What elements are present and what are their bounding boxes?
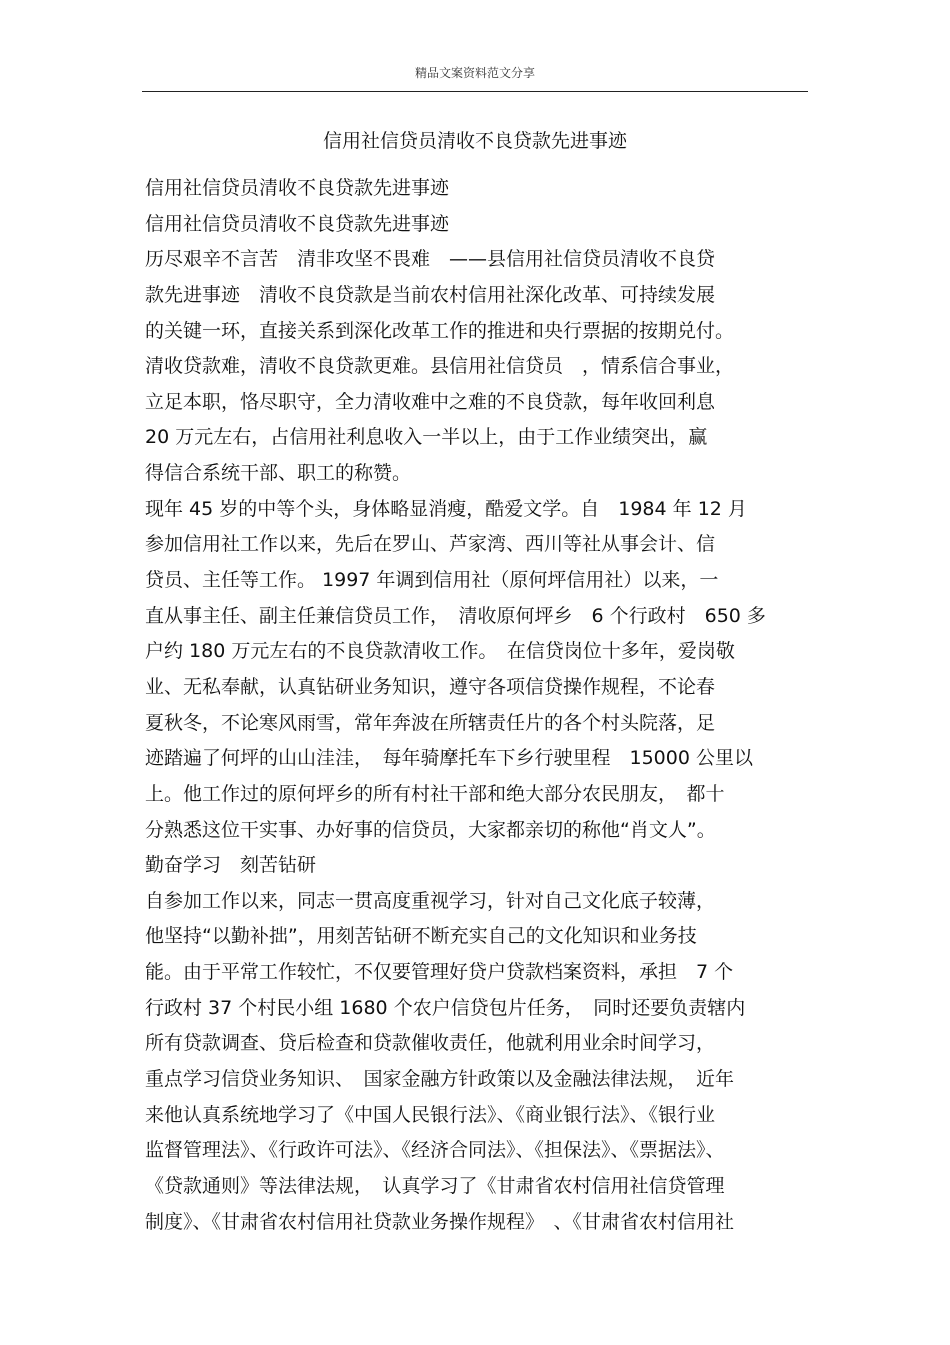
text-line: 来他认真系统地学习了《中国人民银行法》、《商业银行法》、《银行业 bbox=[145, 1103, 716, 1126]
text-line: 他坚持“以勤补拙”，用刻苦钻研不断充实自己的文化知识和业务技 bbox=[145, 925, 697, 948]
text-line: 信用社信贷员清收不良贷款先进事迹 bbox=[145, 177, 450, 199]
text-line: 信用社信贷员清收不良贷款先进事迹 bbox=[145, 212, 450, 235]
text-line: 现年 45 岁的中等个头，身体略显消瘦，酷爱文学。自 1984 年 12 月 bbox=[145, 497, 747, 520]
text-line: 得信合系统干部、职工的称赞。 bbox=[145, 462, 412, 485]
text-line: 20 万元左右，占信用社利息收入一半以上，由于工作业绩突出，赢 bbox=[145, 426, 708, 449]
text-line: 清收贷款难，清收不良贷款更难。县信用社信贷员 ，情系信合事业， bbox=[145, 355, 735, 378]
section-heading: 勤奋学习 刻苦钻研 bbox=[145, 854, 317, 877]
text-line: 户约 180 万元左右的不良贷款清收工作。 在信贷岗位十多年，爱岗敬 bbox=[145, 640, 735, 663]
text-line: 能。由于平常工作较忙，不仅要管理好贷户贷款档案资料，承担 7 个 bbox=[145, 961, 734, 984]
text-line: 业、无私奉献，认真钻研业务知识，遵守各项信贷操作规程，不论春 bbox=[145, 675, 716, 698]
text-line: 的关键一环，直接关系到深化改革工作的推进和央行票据的按期兑付。 bbox=[145, 319, 735, 342]
text-line: 制度》、《甘肃省农村信用社贷款业务操作规程》 、《甘肃省农村信用社 bbox=[145, 1210, 735, 1233]
document-title: 信用社信贷员清收不良贷款先进事迹 bbox=[322, 130, 627, 152]
text-line: 分熟悉这位干实事、办好事的信贷员，大家都亲切的称他“肖文人”。 bbox=[145, 818, 716, 841]
text-line: 自参加工作以来，同志一贯高度重视学习，针对自己文化底子较薄， bbox=[145, 889, 716, 912]
text-line: 贷员、主任等工作。 1997 年调到信用社（原何坪信用社）以来，一 bbox=[145, 569, 719, 592]
header-divider bbox=[142, 91, 808, 92]
text-line: 直从事主任、副主任兼信贷员工作， 清收原何坪乡 6 个行政村 650 多 bbox=[145, 604, 766, 627]
text-line: 立足本职，恪尽职守，全力清收难中之难的不良贷款，每年收回利息 bbox=[145, 390, 716, 413]
text-line: 上。他工作过的原何坪乡的所有村社干部和绝大部分农民朋友， 都十 bbox=[145, 782, 725, 805]
text-line: 夏秋冬，不论寒风雨雪，常年奔波在所辖责任片的各个村头院落，足 bbox=[145, 711, 716, 734]
page-header: 精品文案资料范文分享 bbox=[414, 66, 535, 80]
document-body bbox=[145, 171, 810, 1240]
text-line: 监督管理法》、《行政许可法》、《经济合同法》、《担保法》、《票据法》、 bbox=[145, 1139, 725, 1162]
text-line: 行政村 37 个村民小组 1680 个农户信贷包片任务， 同时还要负责辖内 bbox=[145, 996, 746, 1019]
text-line: 《贷款通则》等法律法规， 认真学习了《甘肃省农村信用社信贷管理 bbox=[145, 1174, 725, 1197]
text-line: 历尽艰辛不言苦 清非攻坚不畏难 ——县信用社信贷员清收不良贷 bbox=[145, 248, 716, 271]
text-line: 所有贷款调查、贷后检查和贷款催收责任，他就利用业余时间学习， bbox=[145, 1032, 716, 1055]
text-line: 重点学习信贷业务知识、 国家金融方针政策以及金融法律法规， 近年 bbox=[145, 1068, 735, 1091]
text-line: 迹踏遍了何坪的山山洼洼， 每年骑摩托车下乡行驶里程 15000 公里以 bbox=[145, 747, 753, 770]
text-line: 款先进事迹 清收不良贷款是当前农村信用社深化改革、可持续发展 bbox=[145, 283, 716, 306]
text-line: 参加信用社工作以来，先后在罗山、芦家湾、西川等社从事会计、信 bbox=[145, 533, 716, 556]
